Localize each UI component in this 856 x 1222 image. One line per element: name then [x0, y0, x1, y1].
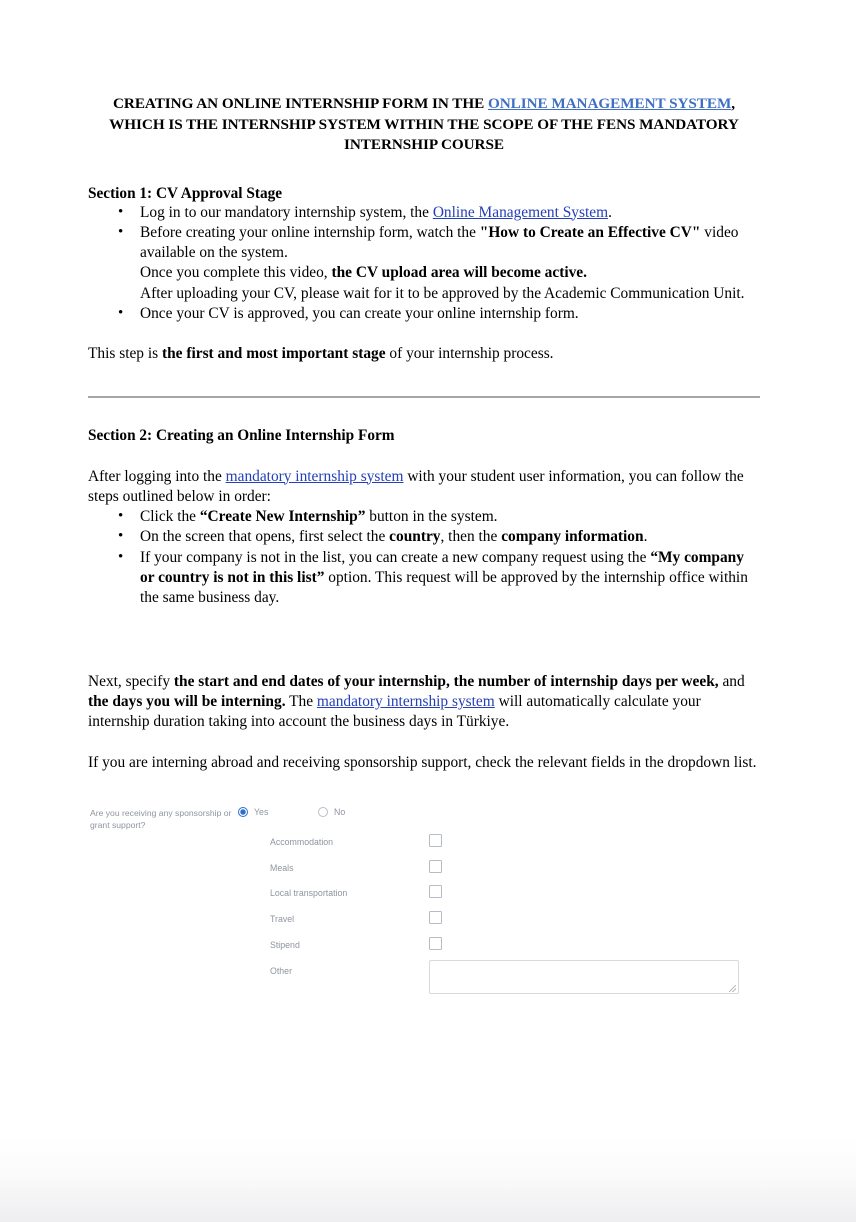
option-label-local-transportation: Local transportation	[270, 888, 348, 899]
s2-bullet-3-post: option. This request will be approved by the internship office within the same business day.	[140, 569, 748, 607]
s2-bullet-2-bold-country: country	[389, 528, 441, 546]
sponsorship-question-label: Are you receiving any sponsorship or grant support?	[90, 807, 232, 831]
bullet-2-bold-cv-upload: the CV upload area will become active.	[331, 264, 587, 282]
radio-option-yes[interactable]	[238, 807, 268, 818]
option-row-local-transportation	[88, 888, 760, 914]
s2-bullet-1-pre: Click the	[140, 508, 200, 526]
section-2-bullet-list	[88, 507, 760, 608]
s2-bullet-1-bold: “Create New Internship”	[199, 508, 366, 526]
bullet-2-text-pre: Before creating your online internship form, watch the	[140, 223, 480, 241]
list-item	[140, 527, 760, 547]
section-1-heading: Section 1: CV Approval Stage	[88, 184, 283, 202]
radio-option-no[interactable]	[318, 807, 345, 818]
option-label-accommodation: Accommodation	[270, 836, 334, 847]
title-link-online-management-system[interactable]: ONLINE MANAGEMENT SYSTEM	[487, 95, 732, 112]
option-label-stipend: Stipend	[270, 940, 300, 951]
next-pre: Next, specify	[88, 672, 174, 690]
s2-bullet-3-pre: If your company is not in the list, you can create a new company request using the	[140, 548, 651, 566]
link-mandatory-internship-system-2[interactable]: mandatory internship system	[316, 692, 495, 710]
s2-bullet-3-bold-option: “My company or country is not in this list”	[140, 548, 744, 587]
page-bottom-shadow	[0, 1137, 856, 1222]
page-title	[88, 0, 760, 156]
radio-label-yes: Yes	[254, 806, 269, 817]
s2-bullet-2-bold-company: company information	[501, 528, 644, 546]
bullet-2-line2-pre: Once you complete this video,	[140, 264, 332, 282]
resize-handle-icon[interactable]	[729, 985, 736, 992]
title-text-after-link: , WHICH IS THE INTERNSHIP SYSTEM WITHIN THE SCOPE OF THE FENS MANDATORY INTERNSHIP COURSE	[109, 95, 739, 153]
section-1-closing-paragraph	[88, 324, 760, 364]
next-mid1: and	[718, 672, 745, 690]
next-bold-dates: the start and end dates of your internship, the number of internship days per week,	[173, 672, 719, 690]
s2-bullet-2-mid: , then the	[440, 528, 502, 546]
sponsorship-radio-group[interactable]	[238, 807, 538, 823]
option-label-travel: Travel	[270, 914, 295, 925]
section-2-heading-wrapper	[88, 398, 760, 445]
radio-label-no: No	[334, 806, 346, 817]
option-row-accommodation	[88, 837, 760, 863]
list-item	[140, 548, 760, 609]
option-label-other: Other	[270, 965, 293, 976]
next-post: will automatically calculate your internship duration taking into account the business days in Türkiye.	[88, 692, 701, 731]
sponsorship-options-list	[88, 837, 760, 992]
radio-unselected-icon[interactable]	[318, 807, 328, 817]
closing-pre: This step is	[88, 345, 162, 363]
bullet-2-bold-video-title: "How to Create an Effective CV"	[479, 223, 701, 241]
checkbox-meals[interactable]	[429, 860, 442, 873]
bullet-1-text-pre: Log in to our mandatory internship system, the	[140, 203, 433, 221]
sponsorship-form-screenshot	[88, 773, 760, 976]
other-textarea-input[interactable]	[429, 960, 739, 994]
section-1-bullet-list	[88, 203, 760, 325]
s2-bullet-2-post: .	[643, 528, 648, 546]
option-row-other	[88, 966, 760, 992]
document-content	[88, 0, 760, 976]
radio-selected-icon[interactable]	[238, 807, 248, 817]
bullet-3-text: Once your CV is approved, you can create your online internship form.	[140, 304, 579, 322]
list-item	[140, 304, 760, 324]
section-divider-wrapper	[88, 365, 760, 398]
section-2-heading: Section 2: Creating an Online Internship Form	[88, 426, 395, 444]
intro-pre: After logging into the	[88, 467, 226, 485]
title-text-before-link: CREATING AN ONLINE INTERNSHIP FORM IN THE	[113, 95, 488, 112]
closing-bold: the first and most important stage	[161, 345, 386, 363]
s2-bullet-2-pre: On the screen that opens, first select the	[140, 528, 390, 546]
section-2-dates-paragraph	[88, 609, 760, 733]
option-row-travel	[88, 914, 760, 940]
bullet-1-text-post: .	[608, 203, 612, 221]
next-bold-days: the days you will be interning.	[88, 692, 286, 710]
option-label-meals: Meals	[270, 862, 294, 873]
link-online-management-system[interactable]: Online Management System	[432, 203, 609, 221]
list-item	[140, 223, 760, 304]
checkbox-local-transportation[interactable]	[429, 885, 442, 898]
closing-post: of your internship process.	[385, 345, 554, 363]
link-mandatory-internship-system[interactable]: mandatory internship system	[225, 467, 404, 485]
checkbox-stipend[interactable]	[429, 937, 442, 950]
list-item	[140, 203, 760, 223]
bullet-2-text-mid: video available on the system.	[140, 223, 739, 262]
list-item	[140, 507, 760, 527]
intro-post: with your student user information, you can follow the steps outlined below in order:	[88, 467, 744, 505]
bullet-2-line3: After uploading your CV, please wait for it to be approved by the Academic Communication Unit.	[140, 284, 745, 302]
section-2-abroad-paragraph: If you are interning abroad and receiving sponsorship support, check the relevant fields in the dropdown list.	[88, 753, 757, 771]
option-row-meals	[88, 863, 760, 889]
checkbox-travel[interactable]	[429, 911, 442, 924]
next-mid2: The	[285, 692, 317, 710]
section-2-intro-paragraph	[88, 445, 760, 508]
s2-bullet-1-post: button in the system.	[365, 508, 498, 526]
checkbox-accommodation[interactable]	[429, 834, 442, 847]
